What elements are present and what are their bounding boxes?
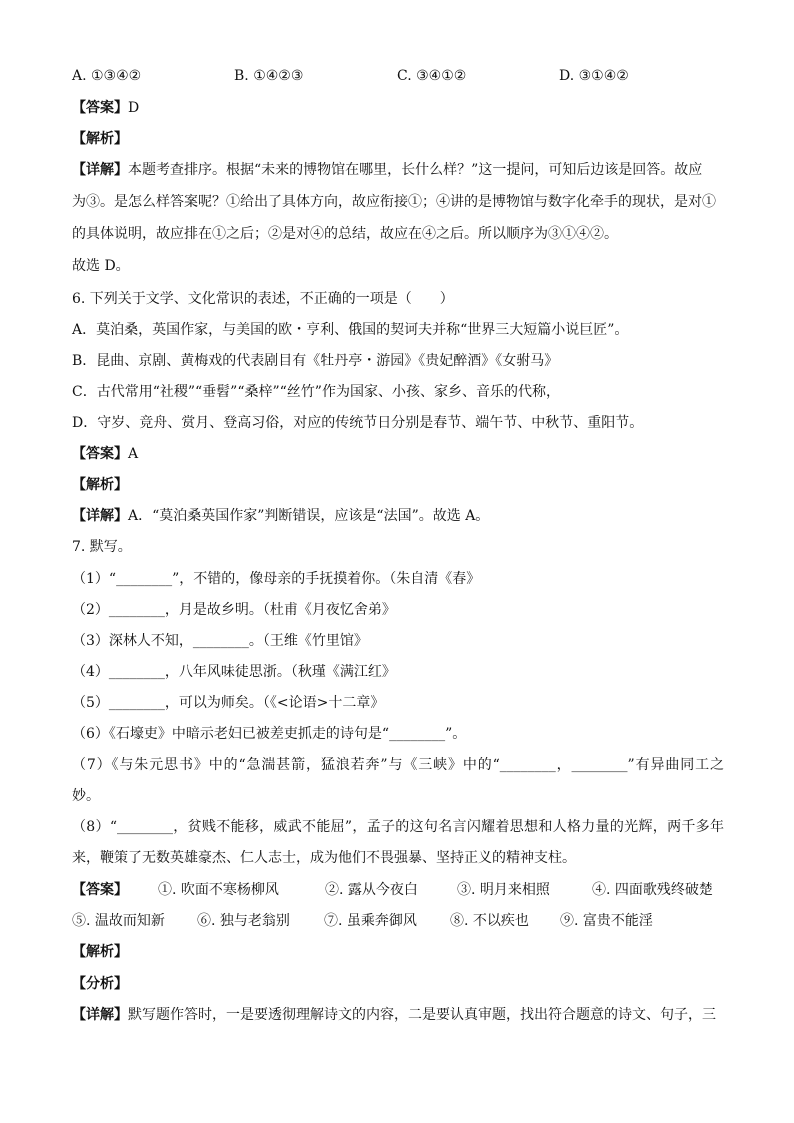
q7-item-2: （2）________，月是故乡明。（杜甫《月夜忆舍弟》	[72, 602, 396, 618]
q5-options-row	[72, 66, 724, 86]
q5-answer	[72, 98, 139, 118]
q6-option-c: C．古代常用“社稷”“垂髫”“桑梓”“丝竹”作为国家、小孩、家乡、音乐的代称，	[72, 384, 560, 400]
q6-option-d: D．守岁、竞舟、赏月、登高习俗，对应的传统节日分别是春节、端午节、中秋节、重阳节。	[72, 415, 644, 431]
q7-item-1: （1）“________”，不错的，像母亲的手抚摸着你。（朱自清《春》	[72, 571, 481, 587]
detail-label: 【详解】	[72, 508, 128, 524]
q7-answer-2: ②. 露从今夜白	[325, 882, 418, 898]
q6-option-b: B．昆曲、京剧、黄梅戏的代表剧目有《牡丹亭・游园》《贵妃醉酒》《女驸马》	[72, 353, 559, 369]
q5-detail-line-1	[72, 160, 702, 180]
q7-answer-1: ①. 吹面不寒杨柳风	[158, 882, 279, 898]
q7-item-4: （4）________，八年风味徒思浙。（秋瑾《满江红》	[72, 664, 396, 680]
q7-detail	[72, 1005, 716, 1025]
q5-option-b: B. ①④②③	[234, 68, 304, 84]
q7-item-7: （7）《与朱元思书》中的“急湍甚箭，猛浪若奔”与《三峡》中的“________，________”有异曲同工之	[72, 757, 724, 773]
detail-text: A．“莫泊桑英国作家”判断错误，应该是“法国”。故选 A。	[128, 508, 490, 524]
q7-item-6: （6）《石壕吏》中暗示老妇已被差吏抓走的诗句是“________”。	[72, 726, 467, 742]
q7-item-3: （3）深林人不知，________。（王维《竹里馆》	[72, 633, 368, 649]
q7-answer-6: ⑥. 独与老翁别	[197, 913, 290, 929]
q6-stem: 6. 下列关于文学、文化常识的表述，不正确的一项是（ ）	[72, 291, 454, 307]
q7-answer-9: ⑨. 富贵不能淫	[560, 913, 653, 929]
detail-text: 本题考查排序。根据“未来的博物馆在哪里，长什么样？”这一提问，可知后边该是回答。故应	[128, 162, 703, 178]
answer-value: A	[128, 446, 139, 462]
q6-option-a: A．莫泊桑，英国作家，与美国的欧・亨利、俄国的契诃夫并称“世界三大短篇小说巨匠”。	[72, 322, 629, 338]
q7-item-5: （5）________，可以为师矣。（《<论语>十二章》	[72, 695, 385, 711]
q7-item-8: （8）“________，贫贱不能移，威武不能屈”，孟子的这句名言闪耀着思想和人格力量的光辉，两千多年	[72, 819, 724, 835]
q7-answer-row-1	[72, 880, 724, 900]
q7-item-8-cont: 来，鞭策了无数英雄豪杰、仁人志士，成为他们不畏强暴、坚持正义的精神支柱。	[72, 850, 576, 866]
q5-option-d: D. ③①④②	[559, 68, 629, 84]
q5-analysis-label: 【解析】	[72, 131, 128, 147]
q7-answer-row-2	[72, 911, 724, 931]
detail-label: 【详解】	[72, 162, 128, 178]
q6-detail	[72, 506, 489, 526]
q5-detail-line-3: 的具体说明，故应排在①之后；②是对④的总结，故应在④之后。所以顺序为③①④②。	[72, 226, 618, 242]
answer-label: 【答案】	[72, 446, 128, 462]
q7-item-7-cont: 妙。	[72, 788, 100, 804]
q7-stem: 7. 默写。	[72, 539, 132, 555]
detail-label: 【详解】	[72, 1007, 128, 1023]
q7-answer-4: ④. 四面歌残终破楚	[592, 882, 713, 898]
q5-option-a: A. ①③④②	[72, 68, 142, 84]
q7-answer-3: ③. 明月来相照	[457, 882, 550, 898]
q7-answer-8: ⑧. 不以疾也	[450, 913, 529, 929]
q7-analysis-label: 【解析】	[72, 944, 128, 960]
q5-option-c: C. ③④①②	[397, 68, 467, 84]
q7-answer-7: ⑦. 虽乘奔御风	[324, 913, 417, 929]
q6-analysis-label: 【解析】	[72, 477, 128, 493]
q5-detail-line-2: 为③。是怎么样答案呢？①给出了具体方向，故应衔接①；④讲的是博物馆与数字化牵手的现状，是对①	[72, 194, 716, 210]
q7-fenxi-label: 【分析】	[72, 976, 128, 992]
q7-answer-5: ⑤. 温故而知新	[72, 913, 165, 929]
answer-label: 【答案】	[72, 100, 128, 116]
answer-value: D	[128, 100, 140, 116]
q5-conclusion: 故选 D。	[72, 258, 130, 274]
q6-answer	[72, 444, 138, 464]
detail-text: 默写题作答时，一是要透彻理解诗文的内容，二是要认真审题，找出符合题意的诗文、句子，三	[128, 1007, 716, 1023]
answer-label: 【答案】	[72, 882, 128, 898]
